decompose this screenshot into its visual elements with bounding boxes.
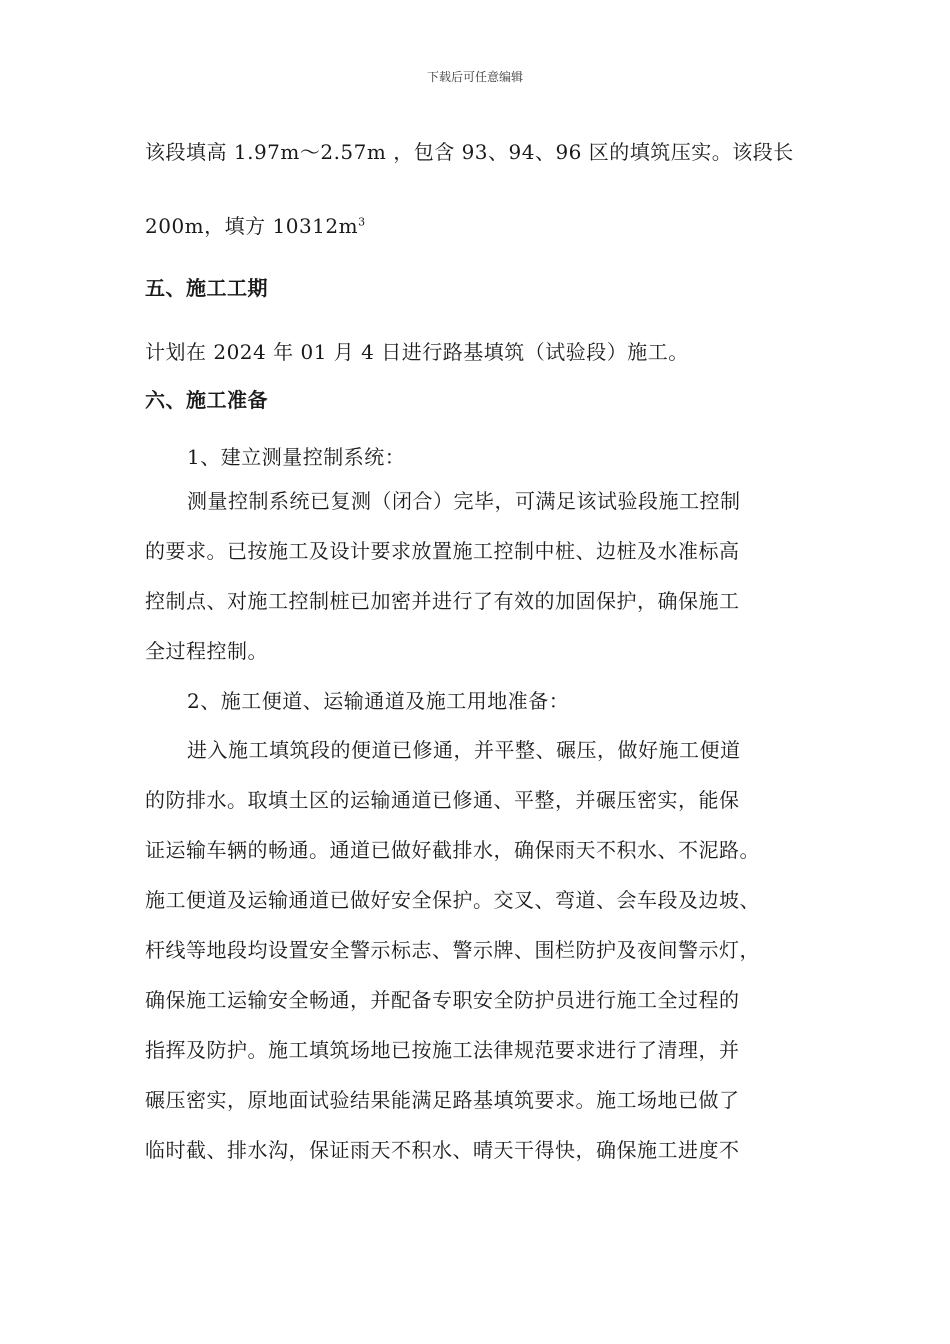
paragraph-line: 该段填高 1.97m～2.57m ，包含 93、94、96 区的填筑压实。该段长 xyxy=(145,140,794,164)
paragraph-line: 测量控制系统已复测（闭合）完毕，可满足该试验段施工控制 xyxy=(187,489,741,513)
subsection-heading-access-roads: 2、施工便道、运输通道及施工用地准备： xyxy=(187,689,570,713)
section-heading-preparation: 六、施工准备 xyxy=(145,388,268,412)
paragraph-line: 碾压密实，原地面试验结果能满足路基填筑要求。施工场地已做了 xyxy=(145,1088,740,1112)
paragraph-line: 进入施工填筑段的便道已修通，并平整、碾压，做好施工便道 xyxy=(187,738,741,762)
paragraph-line: 全过程控制。 xyxy=(145,639,268,663)
paragraph-line: 控制点、对施工控制桩已加密并进行了有效的加固保护，确保施工 xyxy=(145,589,740,613)
paragraph-line: 的防排水。取填土区的运输通道已修通、平整，并碾压密实，能保 xyxy=(145,788,740,812)
paragraph-line: 的要求。已按施工及设计要求放置施工控制中桩、边桩及水准标高 xyxy=(145,539,740,563)
cubic-superscript: 3 xyxy=(358,215,366,229)
paragraph-line: 杆线等地段均设置安全警示标志、警示牌、围栏防护及夜间警示灯， xyxy=(145,938,760,962)
section-heading-schedule: 五、施工工期 xyxy=(145,276,268,300)
paragraph-line xyxy=(145,212,815,240)
subsection-heading-survey: 1、建立测量控制系统： xyxy=(187,445,406,469)
header-note: 下载后可任意编辑 xyxy=(426,70,523,84)
paragraph-line: 临时截、排水沟，保证雨天不积水、晴天干得快，确保施工进度不 xyxy=(145,1138,740,1162)
paragraph-line: 计划在 2024 年 01 月 4 日进行路基填筑（试验段）施工。 xyxy=(145,340,689,364)
paragraph-line: 指挥及防护。施工填筑场地已按施工法律规范要求进行了清理，并 xyxy=(145,1038,740,1062)
paragraph-line: 确保施工运输安全畅通，并配备专职安全防护员进行施工全过程的 xyxy=(145,988,740,1012)
paragraph-line: 证运输车辆的畅通。通道已做好截排水，确保雨天不积水、不泥路。 xyxy=(145,838,760,862)
paragraph-line: 施工便道及运输通道已做好安全保护。交叉、弯道、会车段及边坡、 xyxy=(145,888,760,912)
fill-volume-text: 200m，填方 10312m xyxy=(145,214,359,238)
